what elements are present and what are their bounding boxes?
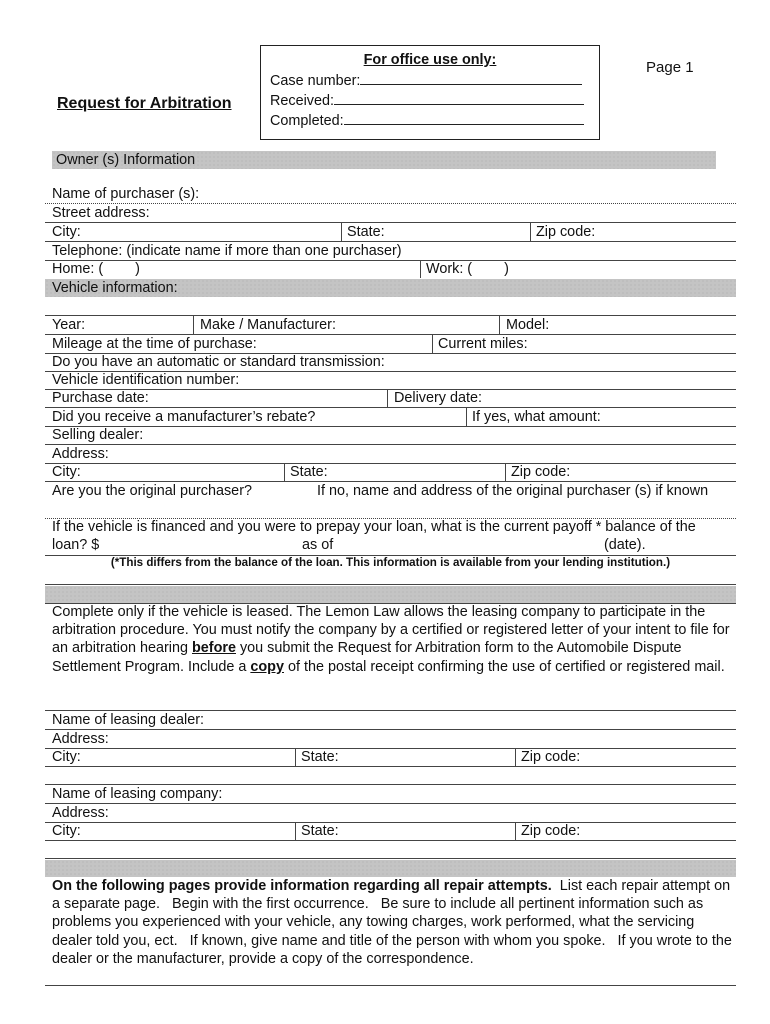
leasing-company-row[interactable] xyxy=(45,784,736,804)
purchaser-name-label: Name of purchaser (s): xyxy=(52,186,200,202)
as-of-label: as of xyxy=(302,537,334,554)
lease-before: before xyxy=(192,640,236,657)
dealer-city-row[interactable] xyxy=(45,463,736,482)
office-heading: For office use only: xyxy=(363,52,497,68)
completed-label: Completed: xyxy=(270,113,344,129)
lease-copy: copy xyxy=(250,658,284,675)
completed-field[interactable] xyxy=(344,110,584,125)
vin-label: Vehicle identification number: xyxy=(52,372,240,388)
loan-line1: If the vehicle is financed and you were to prepay your loan, what is the current payoff * balance of the xyxy=(52,519,696,535)
loan-note: (*This differs from the balance of the loan. This information is available from your lending institution.) xyxy=(110,556,671,569)
address-label: Address: xyxy=(52,805,109,821)
street-label: Street address: xyxy=(52,205,150,221)
current-miles-label: Current miles: xyxy=(438,336,528,352)
state-label: State: xyxy=(347,224,385,240)
delivery-date-label: Delivery date: xyxy=(394,390,482,406)
lease-text-2: you submit the Request for Arbitration form to the Automobile Dispute Settlement Program. Include a xyxy=(52,640,682,675)
state-label: State: xyxy=(301,749,339,765)
loan-amount-label: loan? $ xyxy=(52,537,100,554)
telephone-label: Telephone: (indicate name if more than one purchaser) xyxy=(52,243,402,259)
address-label: Address: xyxy=(52,731,109,747)
selling-dealer-row[interactable] xyxy=(45,426,736,445)
lease-instructions xyxy=(52,603,736,676)
rebate-row[interactable] xyxy=(45,408,736,427)
repairs-section-header xyxy=(45,860,736,877)
mileage-row[interactable] xyxy=(45,335,736,354)
leasing-dealer-city-row[interactable] xyxy=(45,748,736,767)
lease-text-3: of the postal receipt confirming the use of certified or registered mail. xyxy=(283,658,725,675)
work-phone-label: Work: ( ) xyxy=(426,261,509,277)
zip-label: Zip code: xyxy=(511,464,571,480)
leasing-company-city-row[interactable] xyxy=(45,822,736,841)
mileage-label: Mileage at the time of purchase: xyxy=(52,336,257,352)
vehicle-section-header xyxy=(45,279,736,297)
zip-label: Zip code: xyxy=(521,823,581,839)
address-label: Address: xyxy=(52,446,109,462)
dates-row[interactable] xyxy=(45,389,736,408)
original-purchaser-label: Are you the original purchaser? xyxy=(52,483,252,499)
page-title: Request for Arbitration xyxy=(57,95,232,112)
telephone-row xyxy=(45,242,736,261)
lease-text-1: Complete only if the vehicle is leased. The Lemon Law allows the leasing company to participate in the arbitration procedure. You must notify the company by a certified or registered letter of your intent to file for an arbitration hearing xyxy=(52,604,730,657)
date-label: (date). xyxy=(604,537,646,554)
page-number: Page 1 xyxy=(646,59,694,76)
loan-payoff-question[interactable] xyxy=(52,518,736,554)
original-purchaser-row[interactable] xyxy=(45,482,736,500)
received-label: Received: xyxy=(270,93,334,109)
office-use-box xyxy=(260,45,600,140)
zip-label: Zip code: xyxy=(536,224,596,240)
transmission-label: Do you have an automatic or standard transmission: xyxy=(52,354,385,370)
leasing-company-label: Name of leasing company: xyxy=(52,786,223,802)
make-label: Make / Manufacturer: xyxy=(200,317,336,333)
year-label: Year: xyxy=(52,317,86,333)
repairs-bold-text: On the following pages provide information regarding all repair attempts. xyxy=(52,878,552,894)
purchaser-name-field[interactable] xyxy=(45,185,736,204)
owner-section-header xyxy=(52,151,716,169)
case-number-field[interactable] xyxy=(360,70,582,85)
owner-city-row[interactable] xyxy=(45,223,736,242)
owner-section-label: Owner (s) Information xyxy=(56,152,196,168)
purchase-date-label: Purchase date: xyxy=(52,390,149,406)
model-label: Model: xyxy=(506,317,550,333)
city-label: City: xyxy=(52,464,81,480)
vehicle-section-label: Vehicle information: xyxy=(52,280,178,296)
year-make-model-row[interactable] xyxy=(45,315,736,335)
state-label: State: xyxy=(290,464,328,480)
dealer-address-row[interactable] xyxy=(45,445,736,464)
state-label: State: xyxy=(301,823,339,839)
rebate-label: Did you receive a manufacturer’s rebate? xyxy=(52,409,316,425)
vin-row[interactable] xyxy=(45,371,736,390)
city-label: City: xyxy=(52,823,81,839)
leasing-dealer-row[interactable] xyxy=(45,710,736,730)
transmission-row[interactable] xyxy=(45,353,736,372)
original-purchaser-if-no-label: If no, name and address of the original purchaser (s) if known xyxy=(317,483,709,499)
repairs-text: List each repair attempt on a separate page. Begin with the first occurrence. Be sure to include all pertinent information such as problems you experienced with your vehicle, any towing charges, work performed, what the servicing dealer told you, ect. If known, give name and title of the person with whom you spoke. If you wrote to the dealer or the manufacturer, provide a copy of the correspondence. xyxy=(52,878,736,967)
street-address-field[interactable] xyxy=(45,204,736,223)
phone-row[interactable] xyxy=(45,260,736,278)
repairs-instructions xyxy=(52,877,736,968)
home-phone-label: Home: ( ) xyxy=(52,261,140,277)
city-label: City: xyxy=(52,749,81,765)
rebate-amount-label: If yes, what amount: xyxy=(472,409,601,425)
zip-label: Zip code: xyxy=(521,749,581,765)
leasing-dealer-label: Name of leasing dealer: xyxy=(52,712,204,728)
lease-section-header xyxy=(45,586,736,603)
city-label: City: xyxy=(52,224,81,240)
received-field[interactable] xyxy=(334,90,584,105)
leasing-company-address-row[interactable] xyxy=(45,804,736,823)
leasing-dealer-address-row[interactable] xyxy=(45,730,736,749)
selling-dealer-label: Selling dealer: xyxy=(52,427,144,443)
case-number-label: Case number: xyxy=(270,73,361,89)
